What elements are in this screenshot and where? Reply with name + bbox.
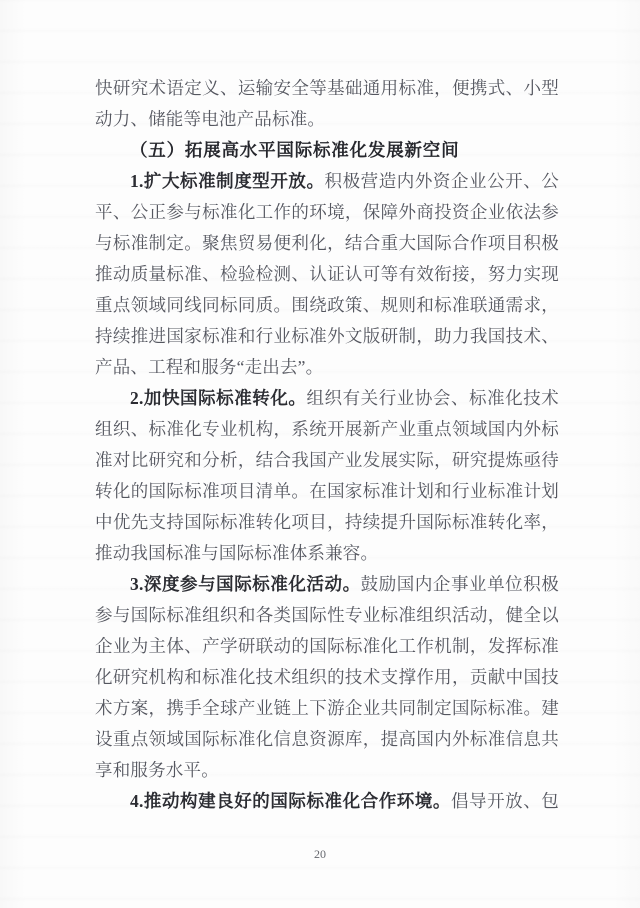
text-line <box>95 166 559 197</box>
text-line <box>95 724 559 755</box>
line-text: 准对比研究和分析，结合我国产业发展实际，研究提炼亟待 <box>95 450 559 470</box>
text-line <box>95 569 559 600</box>
text-line <box>95 383 559 414</box>
line-text: 享和服务水平。 <box>95 760 219 780</box>
bold-lead: 1.扩大标准制度型开放。 <box>130 171 325 191</box>
text-line <box>95 414 559 445</box>
line-text: 术方案，携手全球产业链上下游企业共同制定国际标准。建 <box>95 698 559 718</box>
text-line <box>95 507 559 538</box>
line-text: 快研究术语定义、运输安全等基础通用标准，便携式、小型 <box>95 78 559 98</box>
text-line <box>95 135 559 166</box>
page-number: 20 <box>314 847 326 861</box>
bold-lead: （五）拓展高水平国际标准化发展新空间 <box>130 140 460 160</box>
text-line <box>95 662 559 693</box>
text-line <box>95 104 559 135</box>
text-line <box>95 755 559 786</box>
line-text: 重点领域同线同标同质。围绕政策、规则和标准联通需求， <box>95 295 559 315</box>
line-text: 推动质量标准、检验检测、认证认可等有效衔接，努力实现 <box>95 264 559 284</box>
line-text: 鼓励国内企事业单位积极 <box>360 574 559 594</box>
line-text: 中优先支持国际标准转化项目，持续提升国际标准转化率， <box>95 512 559 532</box>
line-text: 转化的国际标准项目清单。在国家标准计划和行业标准计划 <box>95 481 559 501</box>
text-line <box>95 445 559 476</box>
text-line <box>95 290 559 321</box>
line-text: 企业为主体、产学研联动的国际标准化工作机制，发挥标准 <box>95 636 559 656</box>
bold-lead: 2.加快国际标准转化。 <box>130 388 307 408</box>
text-line <box>95 228 559 259</box>
line-text: 组织有关行业协会、标准化技术 <box>306 388 559 408</box>
text-line <box>95 321 559 352</box>
line-text: 倡导开放、包 <box>450 791 559 811</box>
line-text: 化研究机构和标准化技术组织的技术支撑作用，贡献中国技 <box>95 667 559 687</box>
text-line <box>95 197 559 228</box>
text-line <box>95 259 559 290</box>
text-line <box>95 352 559 383</box>
line-text: 设重点领域国际标准化信息资源库，提高国内外标准信息共 <box>95 729 559 749</box>
line-text: 组织、标准化专业机构，系统开展新产业重点领域国内外标 <box>95 419 559 439</box>
text-line <box>95 538 559 569</box>
text-line <box>95 476 559 507</box>
bold-lead: 4.推动构建良好的国际标准化合作环境。 <box>130 791 451 811</box>
line-text: 动力、储能等电池产品标准。 <box>95 109 326 129</box>
text-line <box>95 631 559 662</box>
line-text: 持续推进国家标准和行业标准外文版研制，助力我国技术、 <box>95 326 559 346</box>
line-text: 参与国际标准组织和各类国际性专业标准组织活动，健全以 <box>95 605 559 625</box>
text-line <box>95 786 559 817</box>
line-text: 推动我国标准与国际标准体系兼容。 <box>95 543 379 563</box>
text-line <box>95 693 559 724</box>
text-line <box>95 600 559 631</box>
line-text: 与标准制定。聚焦贸易便利化，结合重大国际合作项目积极 <box>95 233 559 253</box>
bold-lead: 3.深度参与国际标准化活动。 <box>130 574 361 594</box>
text-line <box>95 73 559 104</box>
document-body <box>95 73 559 817</box>
line-text: 产品、工程和服务“走出去”。 <box>95 357 324 377</box>
line-text: 积极营造内外资企业公开、公 <box>324 171 559 191</box>
line-text: 平、公正参与标准化工作的环境，保障外商投资企业依法参 <box>95 202 559 222</box>
